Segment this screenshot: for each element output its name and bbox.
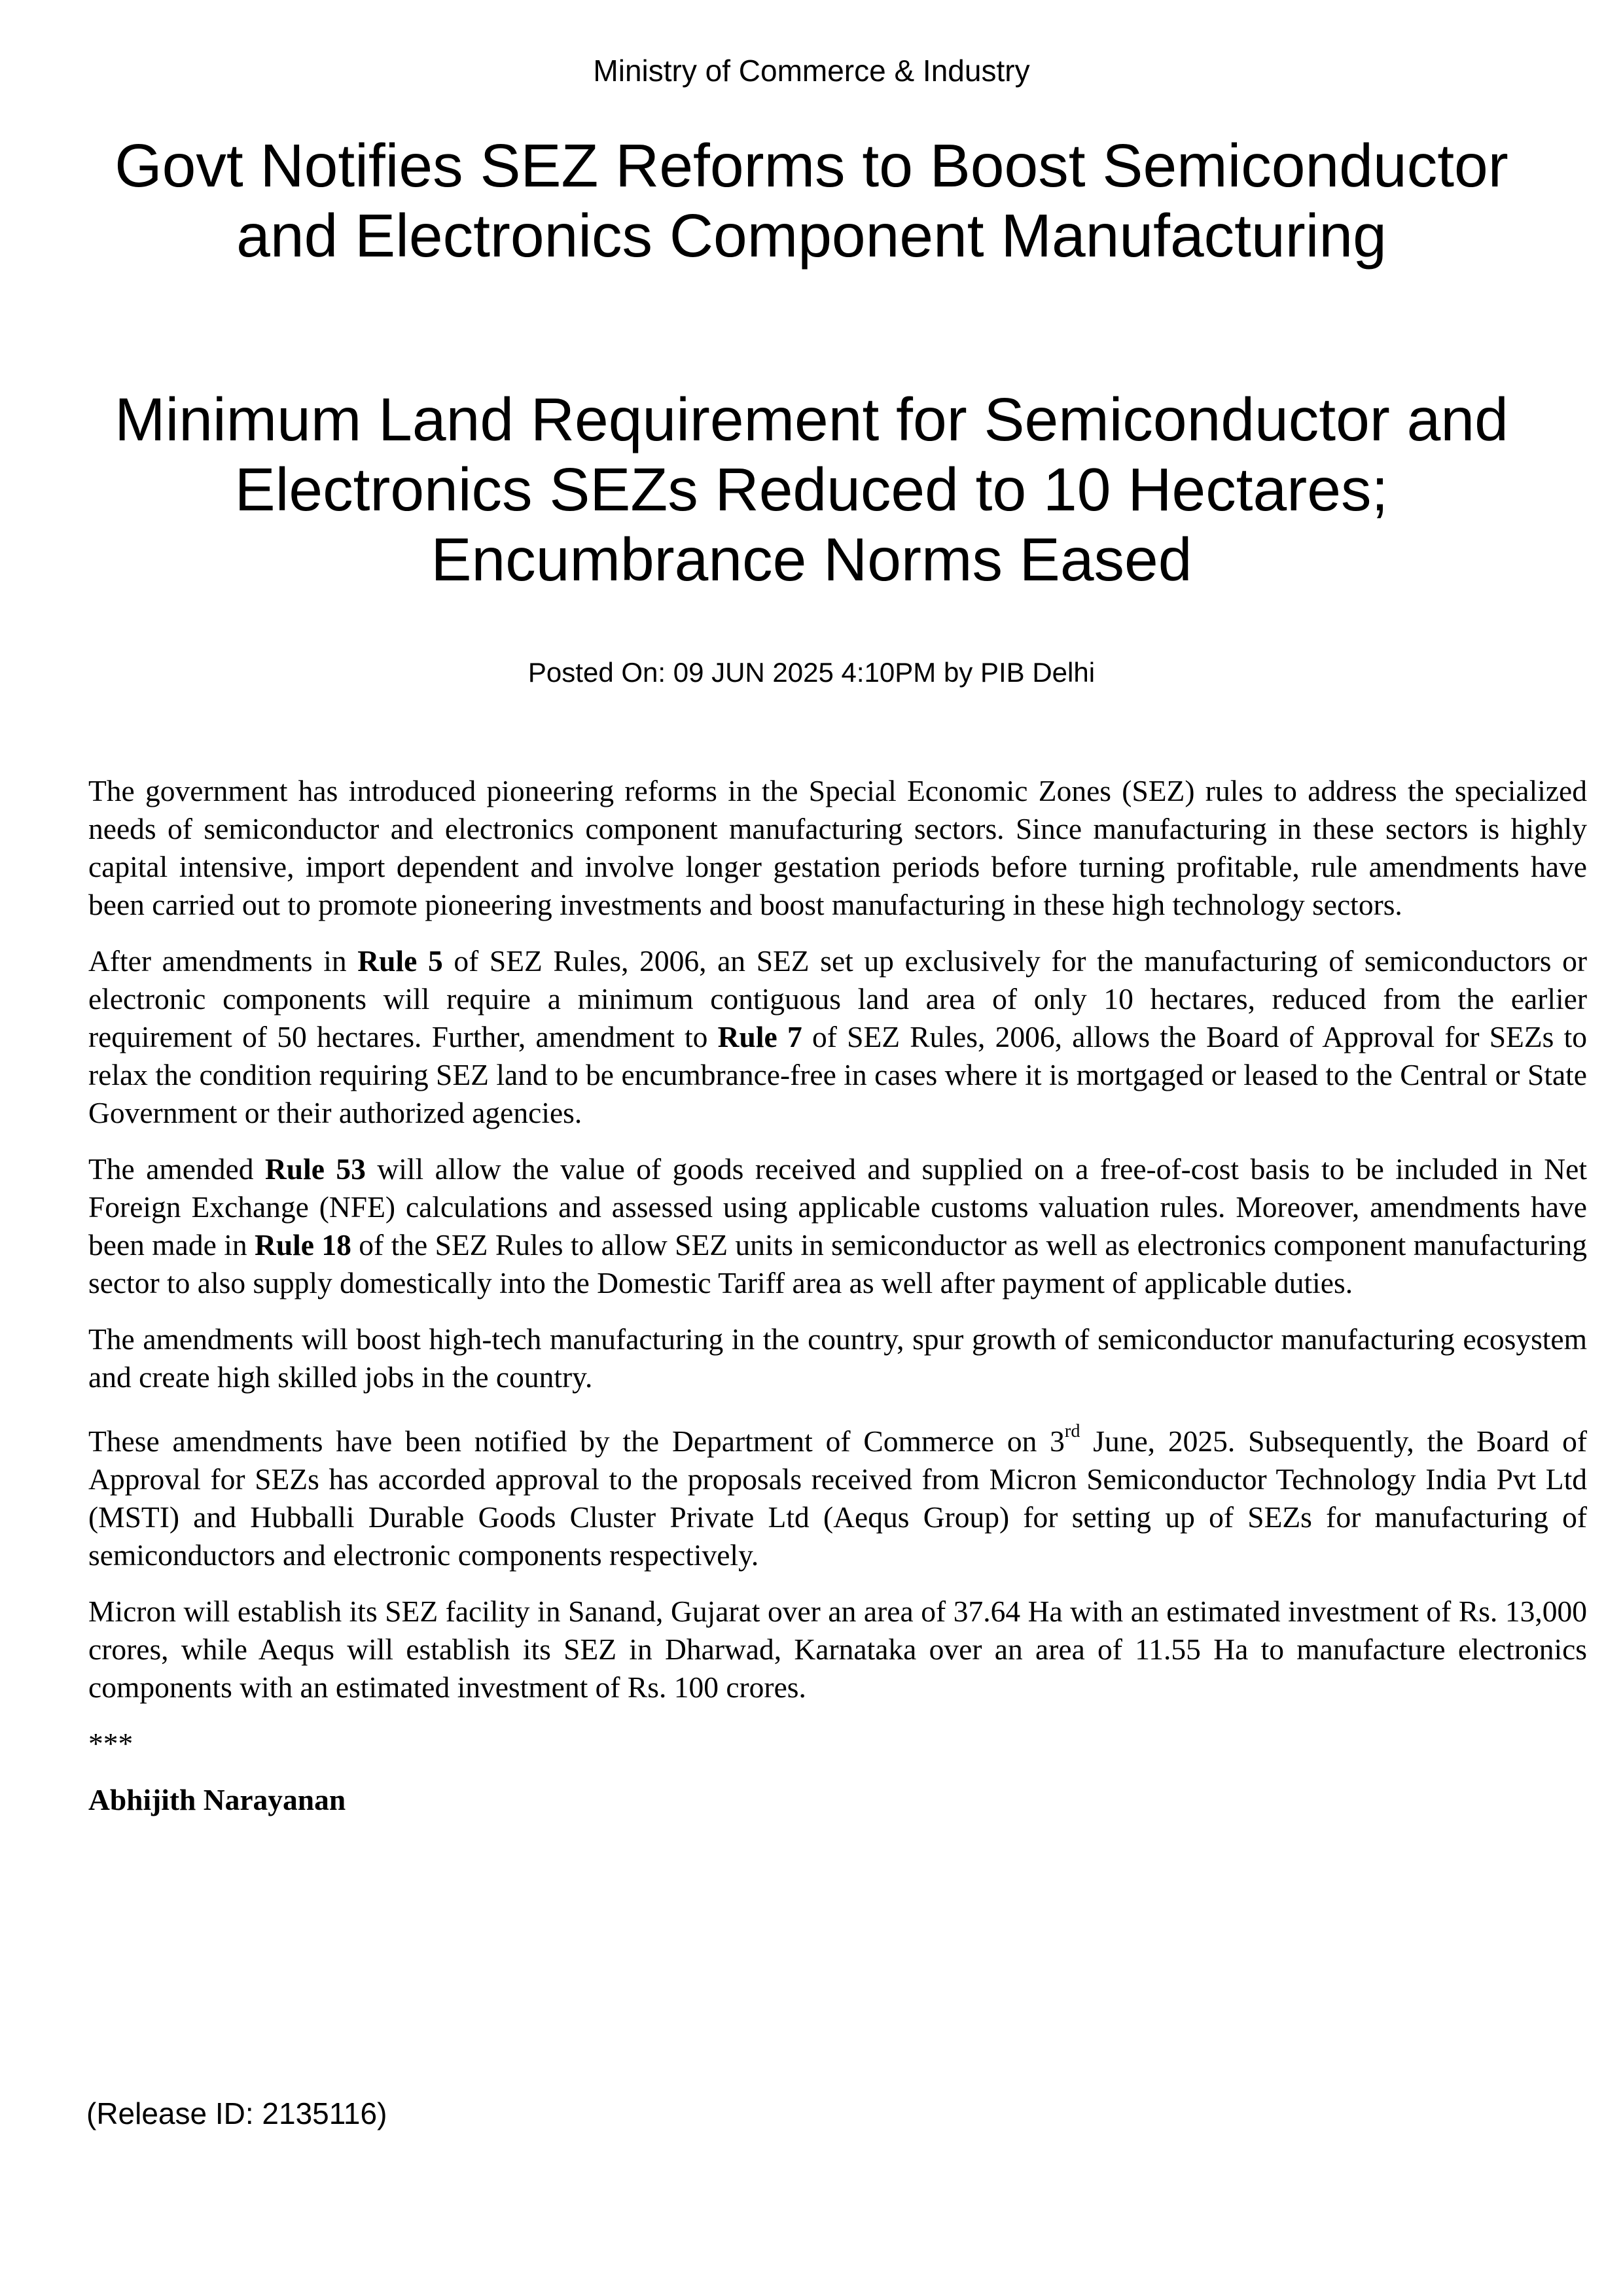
paragraph-2-text-1: After amendments in (88, 944, 358, 978)
page-title: Govt Notifies SEZ Reforms to Boost Semiconductor and Electronics Component Manufacturing (115, 132, 1508, 270)
page-subtitle: Minimum Land Requirement for Semiconductor and Electronics SEZs Reduced to 10 Hectares; Encumbrance Norms Eased (115, 385, 1508, 593)
release-id: (Release ID: 2135116) (86, 2096, 387, 2130)
ministry-name: Ministry of Commerce & Industry (593, 54, 1030, 88)
paragraph-2-text-3: of SEZ Rules, 2006, allows the Board of Approval for SEZs to relax the condition requiring SEZ land to be encumbrance-free in cases where it is mortgaged or leased to the Central or State Government or their authorized agencies. (88, 1020, 1587, 1129)
author-signature: Abhijith Narayanan (88, 1783, 346, 1816)
ordinal-suffix: rd (1064, 1421, 1080, 1442)
rule-18-bold: Rule 18 (255, 1228, 351, 1262)
rule-7-bold: Rule 7 (717, 1020, 802, 1053)
paragraph-5-text-1: These amendments have been notified by the Department of Commerce on 3 (88, 1424, 1065, 1458)
paragraph-2 (88, 942, 1587, 1132)
article-body (88, 772, 1587, 1837)
rule-53-bold: Rule 53 (264, 1152, 366, 1186)
paragraph-6: Micron will establish its SEZ facility in Sanand, Gujarat over an area of 37.64 Ha with an estimated investment of Rs. 13,000 crores, while Aequs will establish its SEZ in Dharwad, Karnataka over an area of 11.55 Ha to manufacture electronics components with an estimated investment of Rs. 100 crores. (88, 1595, 1587, 1704)
paragraph-5-text-2: June, 2025. Subsequently, the Board of Approval for SEZs has accorded approval to the proposals received from Micron Semiconductor Technology India Pvt Ltd (MSTI) and Hubballi Durable Goods Cluster Private Ltd (Aequs Group) for setting up of SEZs for manufacturing of semiconductors and electronic components respectively. (88, 1424, 1587, 1572)
paragraph-3-text-3: of the SEZ Rules to allow SEZ units in semiconductor as well as electronics component manufacturing sector to also supply domestically into the Domestic Tariff area as well after payment of applicable duties. (88, 1228, 1588, 1299)
paragraph-1: The government has introduced pioneering reforms in the Special Economic Zones (SEZ) rules to address the specialized needs of semiconductor and electronics component manufacturing sectors. Since manufacturing in these sectors is highly capital intensive, import dependent and involve longer gestation periods before turning profitable, rule amendments have been carried out to promote pioneering investments and boost manufacturing in these high technology sectors. (88, 774, 1587, 921)
paragraph-3-text-1: The amended (88, 1152, 265, 1186)
paragraph-5 (88, 1422, 1587, 1574)
rule-5-bold: Rule 5 (357, 944, 443, 978)
separator-stars: *** (88, 1727, 134, 1760)
paragraph-3-text-2: will allow the value of goods received and supplied on a free-of-cost basis to be included in Net Foreign Exchange (NFE) calculations and assessed using applicable customs valuation rules. Moreover, amendments have been made in (88, 1152, 1587, 1262)
posted-on-line: Posted On: 09 JUN 2025 4:10PM by PIB Delhi (527, 657, 1096, 688)
paragraph-2-text-2: of SEZ Rules, 2006, an SEZ set up exclusively for the manufacturing of semiconductors or electronic components will require a minimum contiguous land area of only 10 hectares, reduced from the earlier requirement of 50 hectares. Further, amendment to (88, 944, 1587, 1053)
paragraph-3 (88, 1150, 1587, 1302)
paragraph-4: The amendments will boost high-tech manufacturing in the country, spur growth of semiconductor manufacturing ecosystem and create high skilled jobs in the country. (88, 1322, 1587, 1394)
